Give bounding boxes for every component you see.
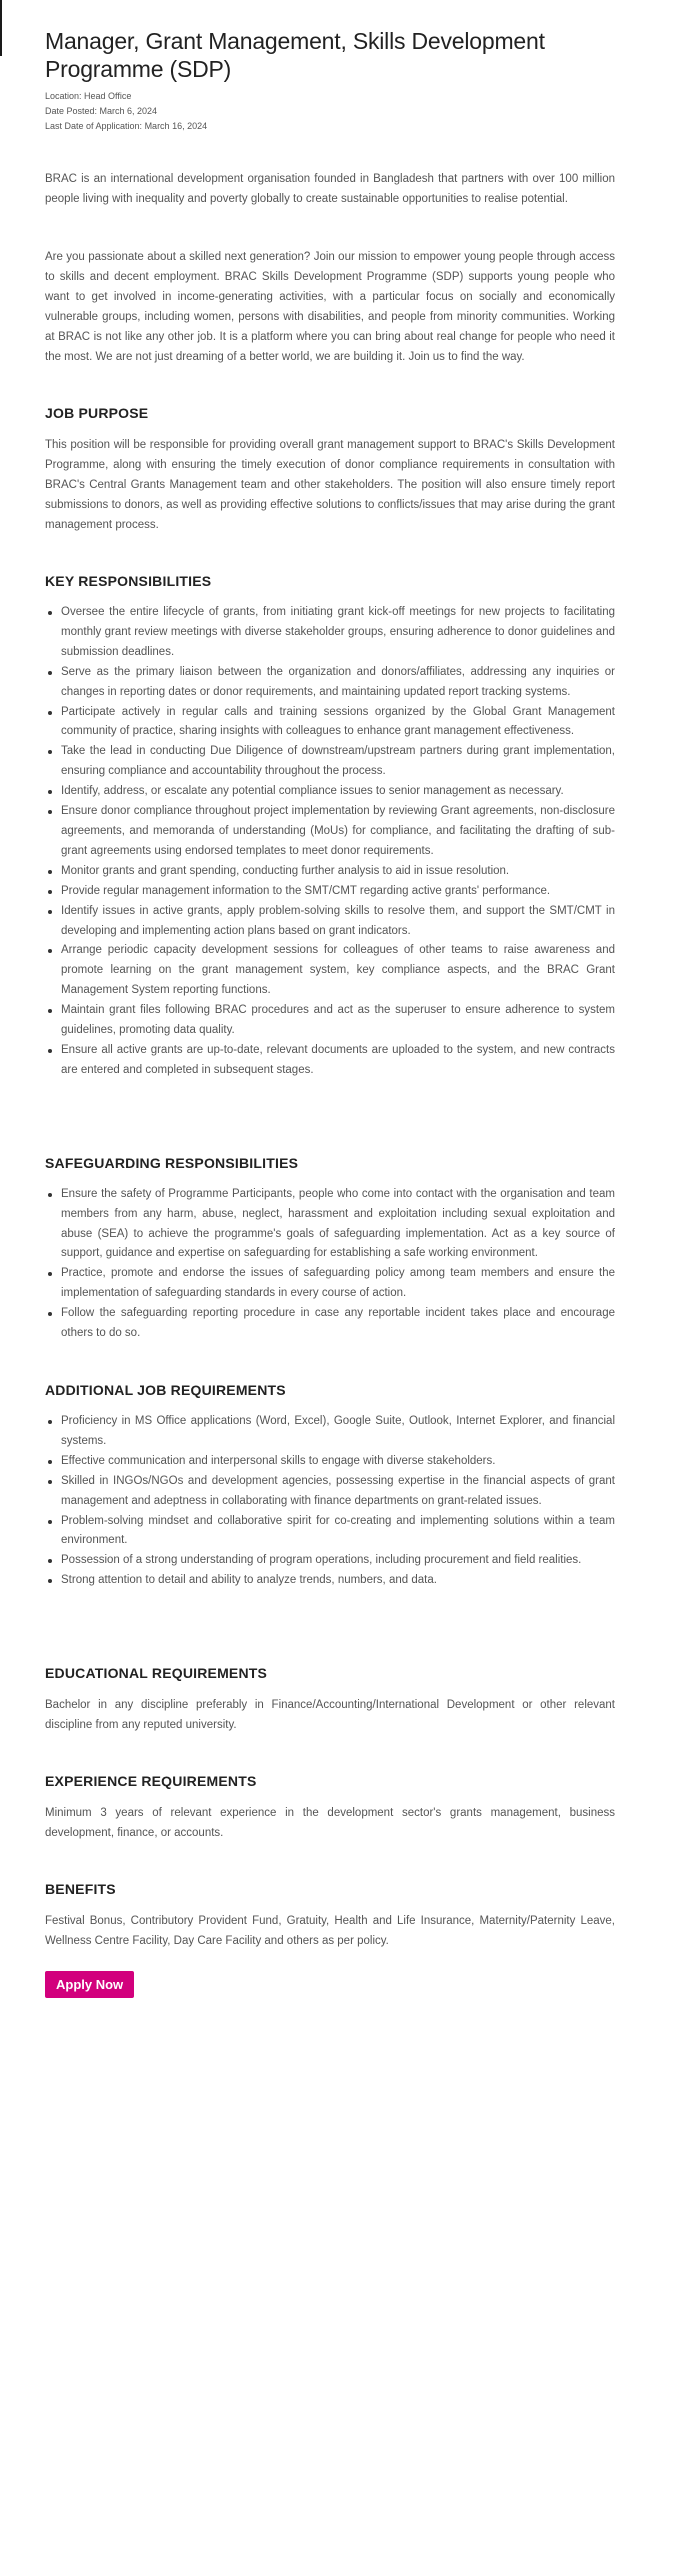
list-item: Participate actively in regular calls and training sessions organized by the Global Grant Management community of practice, sharing insights with colleagues to enhance grant management effectiveness. — [59, 703, 615, 743]
job-purpose-text: This position will be responsible for providing overall grant management support to BRAC's Skills Development Programme, along with ensuring the timely execution of donor compliance requirements in consultation with BRAC's Central Grants Management team and other stakeholders. The position will also ensure timely report submissions to donors, as well as providing effective solutions to conflicts/issues that may arise during the grant management process. — [45, 439, 615, 531]
experience-heading: EXPERIENCE REQUIREMENTS — [45, 1773, 257, 1790]
list-item: Arrange periodic capacity development sessions for colleagues of other teams to raise awareness and promote learning on the grant management system, key compliance aspects, and the BRAC Grant Management System reporting functions. — [59, 941, 615, 1001]
page-title: Manager, Grant Management, Skills Development Programme (SDP) — [45, 28, 545, 82]
list-item: Effective communication and interpersonal skills to engage with diverse stakeholders. — [59, 1452, 615, 1472]
left-edge-rule — [0, 0, 2, 56]
list-item: Skilled in INGOs/NGOs and development agencies, possessing expertise in the financial aspects of grant management and adeptness in collaborating with finance departments on grant-related issues. — [59, 1472, 615, 1512]
list-item: Follow the safeguarding reporting procedure in case any reportable incident takes place and encourage others to do so. — [59, 1304, 615, 1344]
education-text: Bachelor in any discipline preferably in Finance/Accounting/International Development or other relevant discipline from any reputed university. — [45, 1699, 615, 1732]
additional-requirements-heading: ADDITIONAL JOB REQUIREMENTS — [45, 1382, 286, 1398]
last-date-text: Last Date of Application: March 16, 2024 — [45, 121, 208, 131]
list-item: Provide regular management information to the SMT/CMT regarding active grants' performance. — [59, 882, 615, 902]
job-purpose-heading: JOB PURPOSE — [45, 405, 149, 421]
list-item: Possession of a strong understanding of program operations, including procurement and field realities. — [59, 1551, 615, 1571]
safeguarding-list — [45, 1185, 615, 1344]
list-item: Problem-solving mindset and collaborative spirit for co-creating and implementing solutions within a team environment. — [59, 1512, 615, 1552]
apply-now-button[interactable]: Apply Now — [45, 1971, 134, 1998]
list-item: Ensure all active grants are up-to-date, relevant documents are uploaded to the system, and new contracts are entered and completed in subsequent stages. — [59, 1041, 615, 1081]
job-posting — [45, 0, 615, 1998]
experience-text: Minimum 3 years of relevant experience in the development sector's grants management, business development, finance, or accounts. — [45, 1807, 615, 1840]
key-responsibilities-list — [45, 603, 615, 1081]
list-item: Maintain grant files following BRAC procedures and act as the superuser to ensure adherence to system guidelines, promoting data quality. — [59, 1001, 615, 1041]
key-responsibilities-heading: KEY RESPONSIBILITIES — [45, 573, 212, 589]
benefits-heading: BENEFITS — [45, 1881, 116, 1898]
intro-paragraph-1: BRAC is an international development organisation founded in Bangladesh that partners with over 100 million people living with inequality and poverty globally to create sustainable opportunities to realise potential. — [45, 173, 615, 205]
list-item: Proficiency in MS Office applications (Word, Excel), Google Suite, Outlook, Internet Explorer, and financial systems. — [59, 1412, 615, 1452]
date-posted-text: Date Posted: March 6, 2024 — [45, 106, 158, 116]
intro-paragraph-2: Are you passionate about a skilled next generation? Join our mission to empower young people through access to skills and decent employment. BRAC Skills Development Programme (SDP) supports young people who want to get involved in income-generating activities, with a particular focus on socially and economically vulnerable groups, including women, persons with disabilities, and people from minority communities. Working at BRAC is not like any other job. It is a platform where you can bring about real change for people who need it the most. We are not just dreaming of a better world, we are building it. Join us to find the way. — [45, 251, 615, 363]
list-item: Oversee the entire lifecycle of grants, from initiating grant kick-off meetings for new projects to facilitating monthly grant review meetings with diverse stakeholder groups, ensuring adherence to donor guidelines and submission deadlines. — [59, 603, 615, 663]
list-item: Identify, address, or escalate any potential compliance issues to senior management as necessary. — [59, 782, 615, 802]
list-item: Serve as the primary liaison between the organization and donors/affiliates, addressing any inquiries or changes in reporting dates or donor requirements, and maintaining updated report tracking systems. — [59, 663, 615, 703]
list-item: Ensure donor compliance throughout project implementation by reviewing Grant agreements, non-disclosure agreements, and memoranda of understanding (MoUs) for compliance, and facilitating the drafting of sub-grant agreements using endorsed templates to meet donor requirements. — [59, 802, 615, 862]
list-item: Ensure the safety of Programme Participants, people who come into contact with the organisation and team members from any harm, abuse, neglect, harassment and exploitation including sexual exploitation and abuse (SEA) to achieve the programme's goals of safeguarding implementation. Act as a key source of support, guidance and expertise on safeguarding for establishing a safe working environment. — [59, 1185, 615, 1265]
list-item: Identify issues in active grants, apply problem-solving skills to resolve them, and support the SMT/CMT in developing and implementing action plans based on grant indicators. — [59, 902, 615, 942]
additional-requirements-list — [45, 1412, 615, 1591]
education-heading: EDUCATIONAL REQUIREMENTS — [45, 1665, 268, 1682]
safeguarding-heading: SAFEGUARDING RESPONSIBILITIES — [45, 1154, 299, 1171]
benefits-text: Festival Bonus, Contributory Provident Fund, Gratuity, Health and Life Insurance, Maternity/Paternity Leave, Wellness Centre Facility, Day Care Facility and others as per policy. — [45, 1915, 615, 1948]
location-text: Location: Head Office — [45, 91, 132, 101]
list-item: Practice, promote and endorse the issues of safeguarding policy among team members and ensure the implementation of safeguarding standards in every course of action. — [59, 1264, 615, 1304]
list-item: Take the lead in conducting Due Diligence of downstream/upstream partners during grant implementation, ensuring compliance and accountability throughout the process. — [59, 742, 615, 782]
list-item: Strong attention to detail and ability to analyze trends, numbers, and data. — [59, 1571, 615, 1591]
list-item: Monitor grants and grant spending, conducting further analysis to aid in issue resolution. — [59, 862, 615, 882]
